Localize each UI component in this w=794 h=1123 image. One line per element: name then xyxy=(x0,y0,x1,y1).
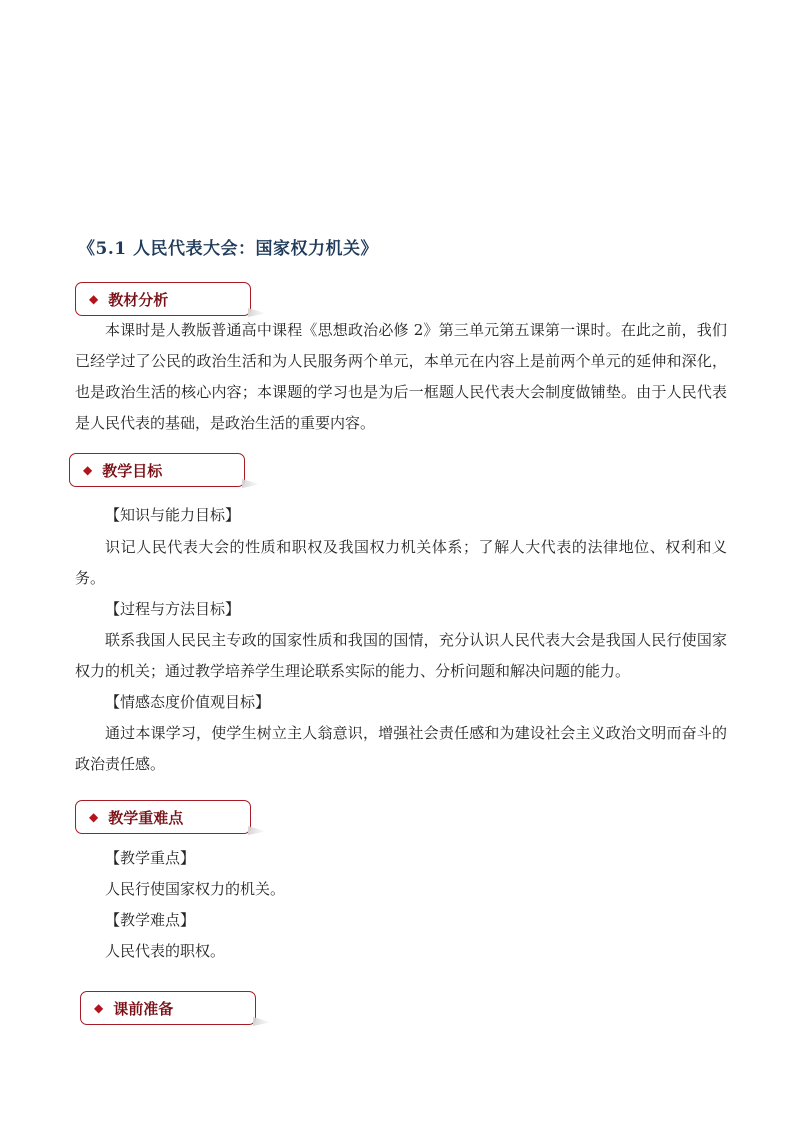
key-point-label: 【教学重点】 xyxy=(105,849,196,867)
knowledge-goal-label: 【知识与能力目标】 xyxy=(105,506,241,524)
section-heading-label: 教学重难点 xyxy=(108,808,184,827)
section-heading-preparation xyxy=(80,991,256,1025)
document-title: 《5.1 人民代表大会：国家权力机关》 xyxy=(78,239,378,259)
heading-shadow-tail xyxy=(248,826,266,835)
diamond-bullet-icon: ◆ xyxy=(89,292,99,306)
section-heading-key-points xyxy=(75,800,251,834)
emotion-goal-text: 通过本课学习，使学生树立主人翁意识，增强社会责任感和为建设社会主义政治文明而奋斗的政治责任感。 xyxy=(75,724,727,773)
section-heading-analysis xyxy=(75,282,251,316)
section-heading-goals xyxy=(69,453,245,487)
key-point-text: 人民行使国家权力的机关。 xyxy=(105,880,286,898)
section-heading-label: 教材分析 xyxy=(108,290,169,309)
diamond-bullet-icon: ◆ xyxy=(94,1001,104,1015)
diamond-bullet-icon: ◆ xyxy=(83,463,93,477)
analysis-paragraph: 本课时是人教版普通高中课程《思想政治必修 2》第三单元第五课第一课时。在此之前，我们已经学过了公民的政治生活和为人民服务两个单元，本单元在内容上是前两个单元的延伸和深化，也是政治生活的核心内容；本课题的学习也是为后一框题人民代表大会制度做铺垫。由于人民代表是人民代表的基础，是政治生活的重要内容。 xyxy=(75,321,727,432)
section-heading-label: 课前准备 xyxy=(113,999,174,1018)
difficult-point-text: 人民代表的职权。 xyxy=(105,942,226,960)
process-goal-label: 【过程与方法目标】 xyxy=(105,600,241,618)
diamond-bullet-icon: ◆ xyxy=(89,810,99,824)
knowledge-goal-text: 识记人民代表大会的性质和职权及我国权力机关体系；了解人大代表的法律地位、权利和义务。 xyxy=(75,538,727,587)
emotion-goal-label: 【情感态度价值观目标】 xyxy=(105,693,271,711)
process-goal-text: 联系我国人民民主专政的国家性质和我国的国情，充分认识人民代表大会是我国人民行使国家权力的机关；通过教学培养学生理论联系实际的能力、分析问题和解决问题的能力。 xyxy=(75,631,727,680)
heading-shadow-tail xyxy=(242,479,260,488)
heading-shadow-tail xyxy=(253,1017,271,1026)
section-heading-label: 教学目标 xyxy=(102,461,163,480)
difficult-point-label: 【教学难点】 xyxy=(105,911,196,929)
